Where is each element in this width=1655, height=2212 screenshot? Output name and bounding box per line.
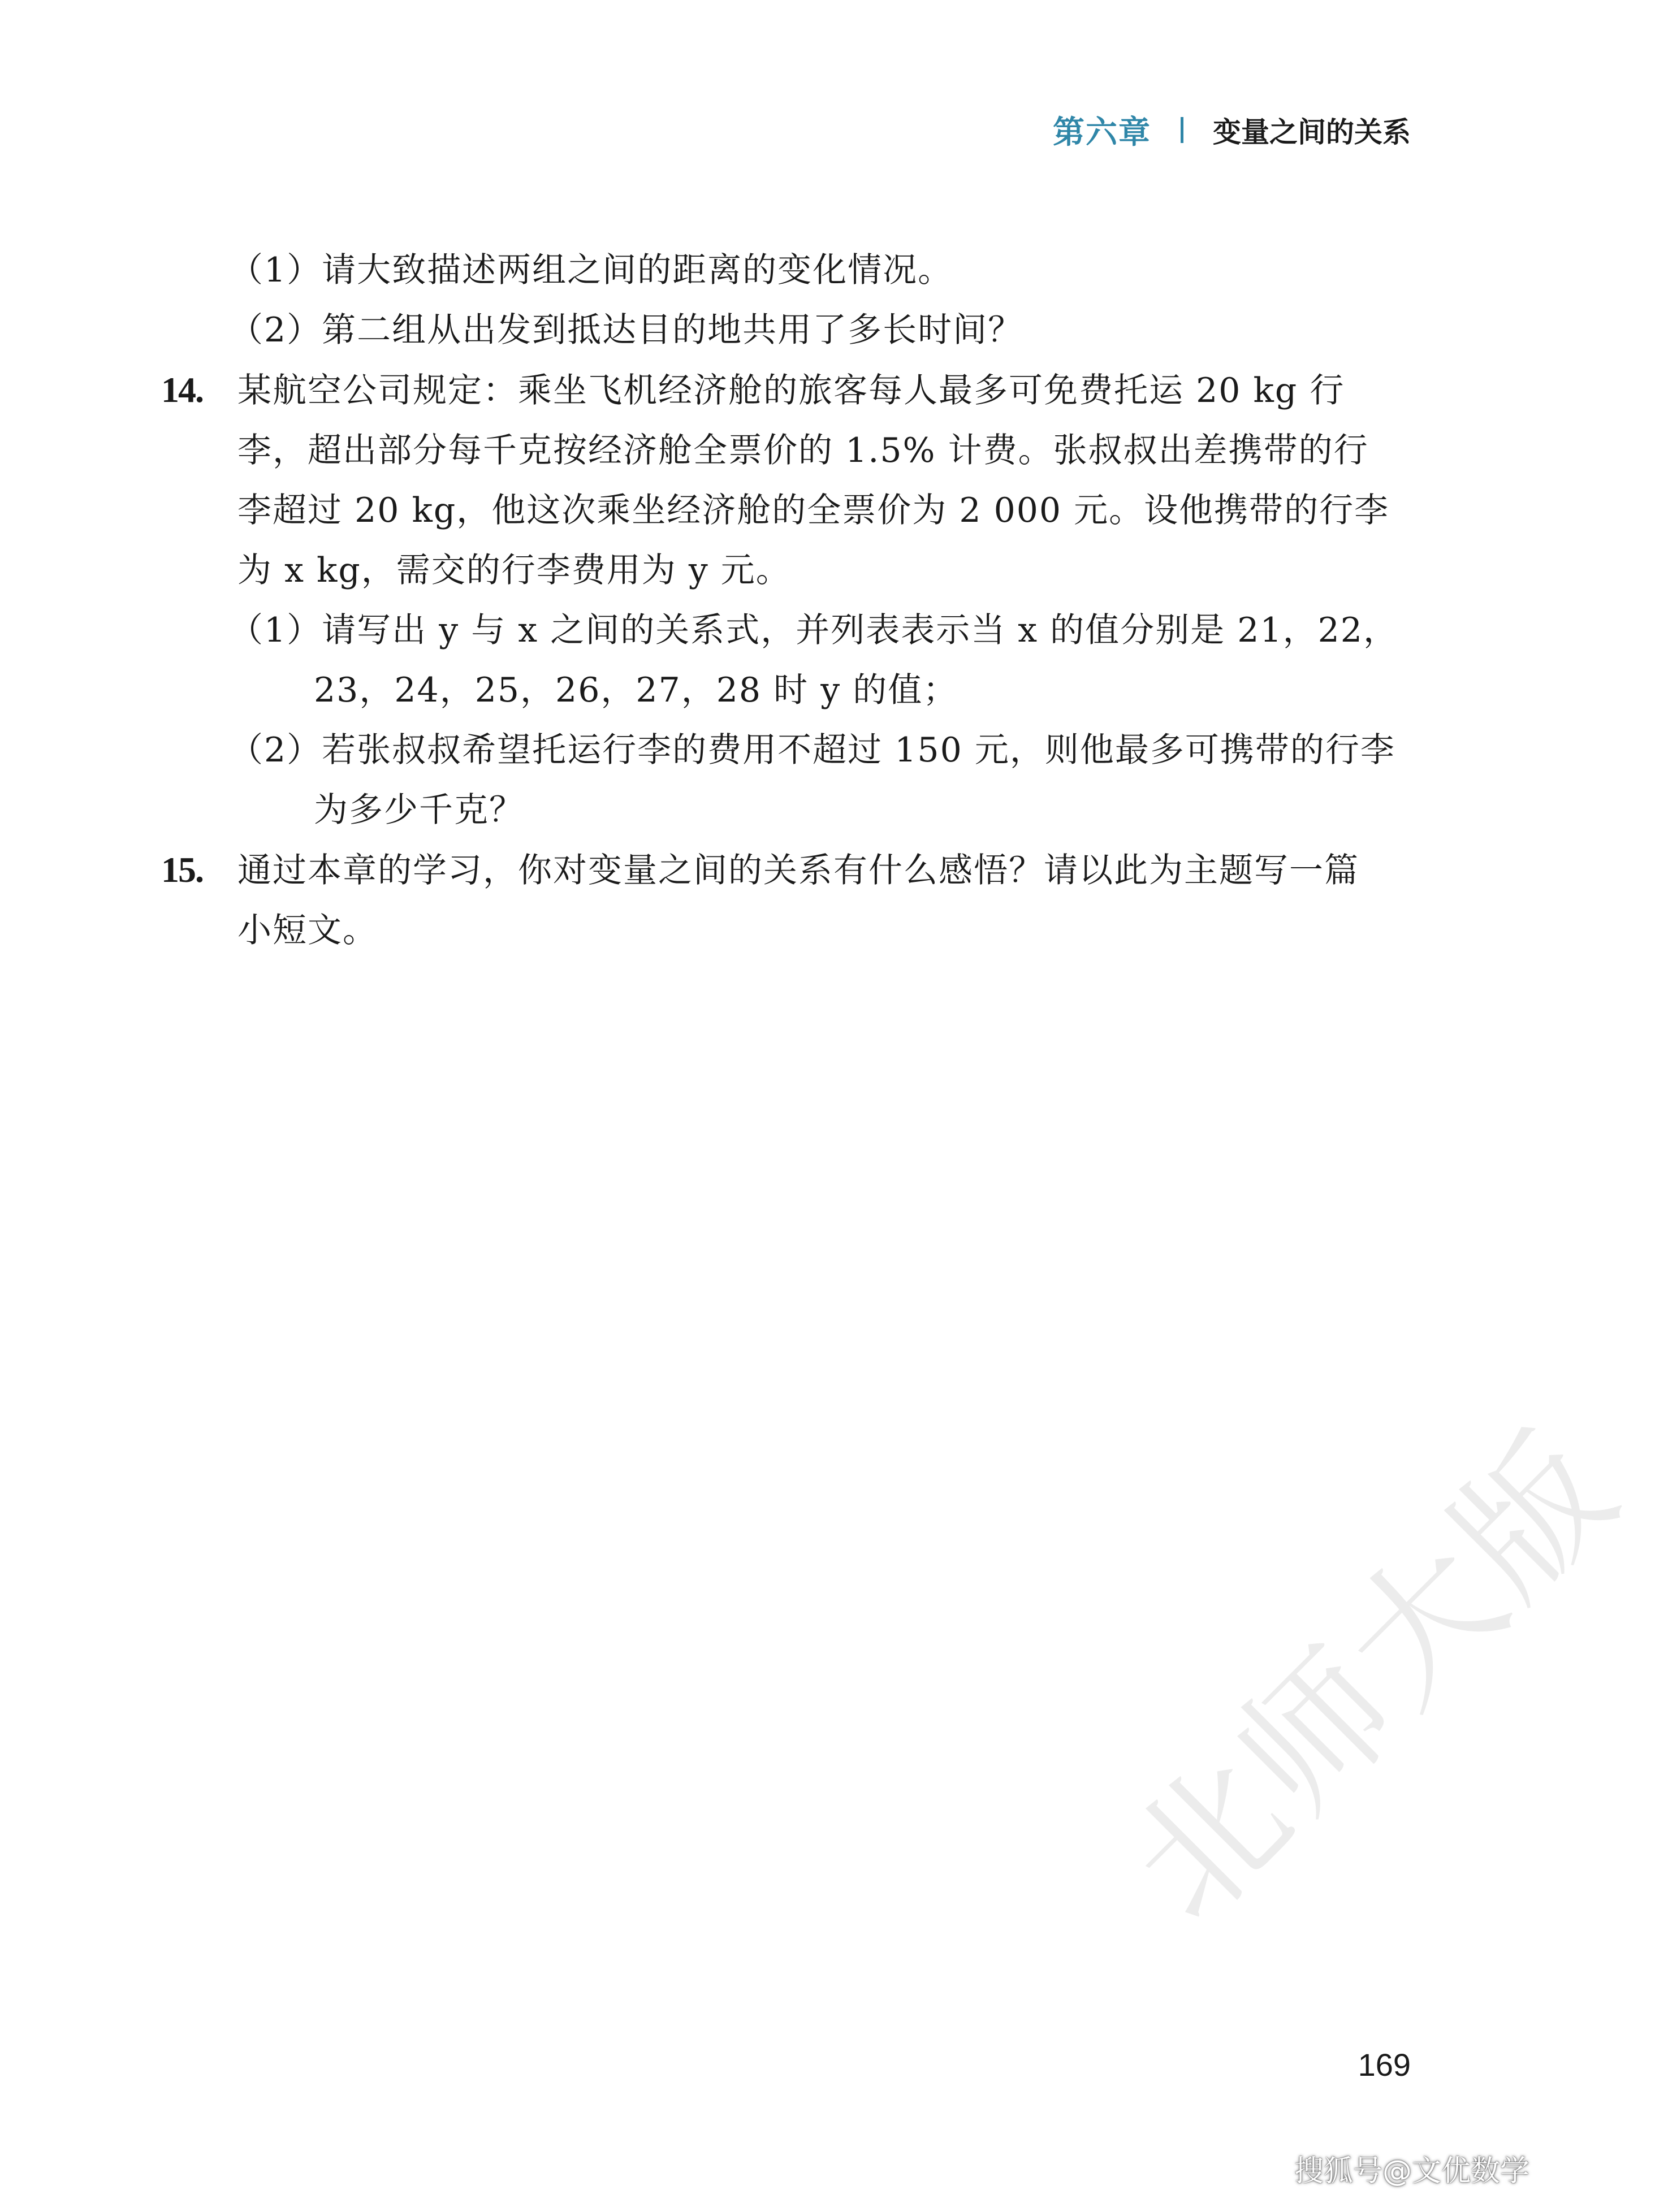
q15-line2: 小短文。	[237, 911, 378, 950]
q14-line1	[161, 360, 1416, 421]
header-divider	[1181, 117, 1183, 143]
q14-text-line1: 某航空公司规定：乘坐飞机经济舱的旅客每人最多可免费托运 20 kg 行	[237, 371, 1345, 410]
q14-line2: 李，超出部分每千克按经济舱全票价的 1.5% 计费。张叔叔出差携带的行	[237, 431, 1369, 470]
q15-text-line1: 通过本章的学习，你对变量之间的关系有什么感悟？请以此为主题写一篇	[237, 851, 1359, 890]
q13-part1: （1）请大致描述两组之间的距离的变化情况。	[229, 250, 953, 290]
q15-number: 15.	[161, 850, 203, 890]
page-header	[1053, 107, 1411, 153]
q13-part2: （2）第二组从出发到抵达目的地共用了多长时间？	[229, 310, 1023, 350]
q14-line3: 李超过 20 kg，他这次乘坐经济舱的全票价为 2 000 元。设他携带的行李	[237, 491, 1390, 530]
chapter-label: 第六章	[1053, 114, 1151, 151]
exercise-list	[161, 240, 1416, 960]
q14-part1-line2: 23，24，25，26，27，28 时 y 的值；	[314, 670, 958, 710]
q14-number: 14.	[161, 370, 203, 410]
q14-part2-line2: 为多少千克？	[314, 790, 524, 830]
q15-line1	[161, 840, 1416, 901]
q14-part1-line1: （1）请写出 y 与 x 之间的关系式，并列表表示当 x 的值分别是 21，22，	[229, 611, 1398, 650]
source-watermark: 搜狐号@文优数学	[1294, 2154, 1529, 2188]
q14-part2-line1: （2）若张叔叔希望托运行李的费用不超过 150 元，则他最多可携带的行李	[229, 730, 1395, 770]
chapter-title: 变量之间的关系	[1213, 116, 1411, 149]
publisher-watermark: 北师大版	[1097, 1400, 1650, 1953]
q14-line4: 为 x kg，需交的行李费用为 y 元。	[237, 551, 791, 590]
page-number: 169	[1358, 2047, 1411, 2083]
